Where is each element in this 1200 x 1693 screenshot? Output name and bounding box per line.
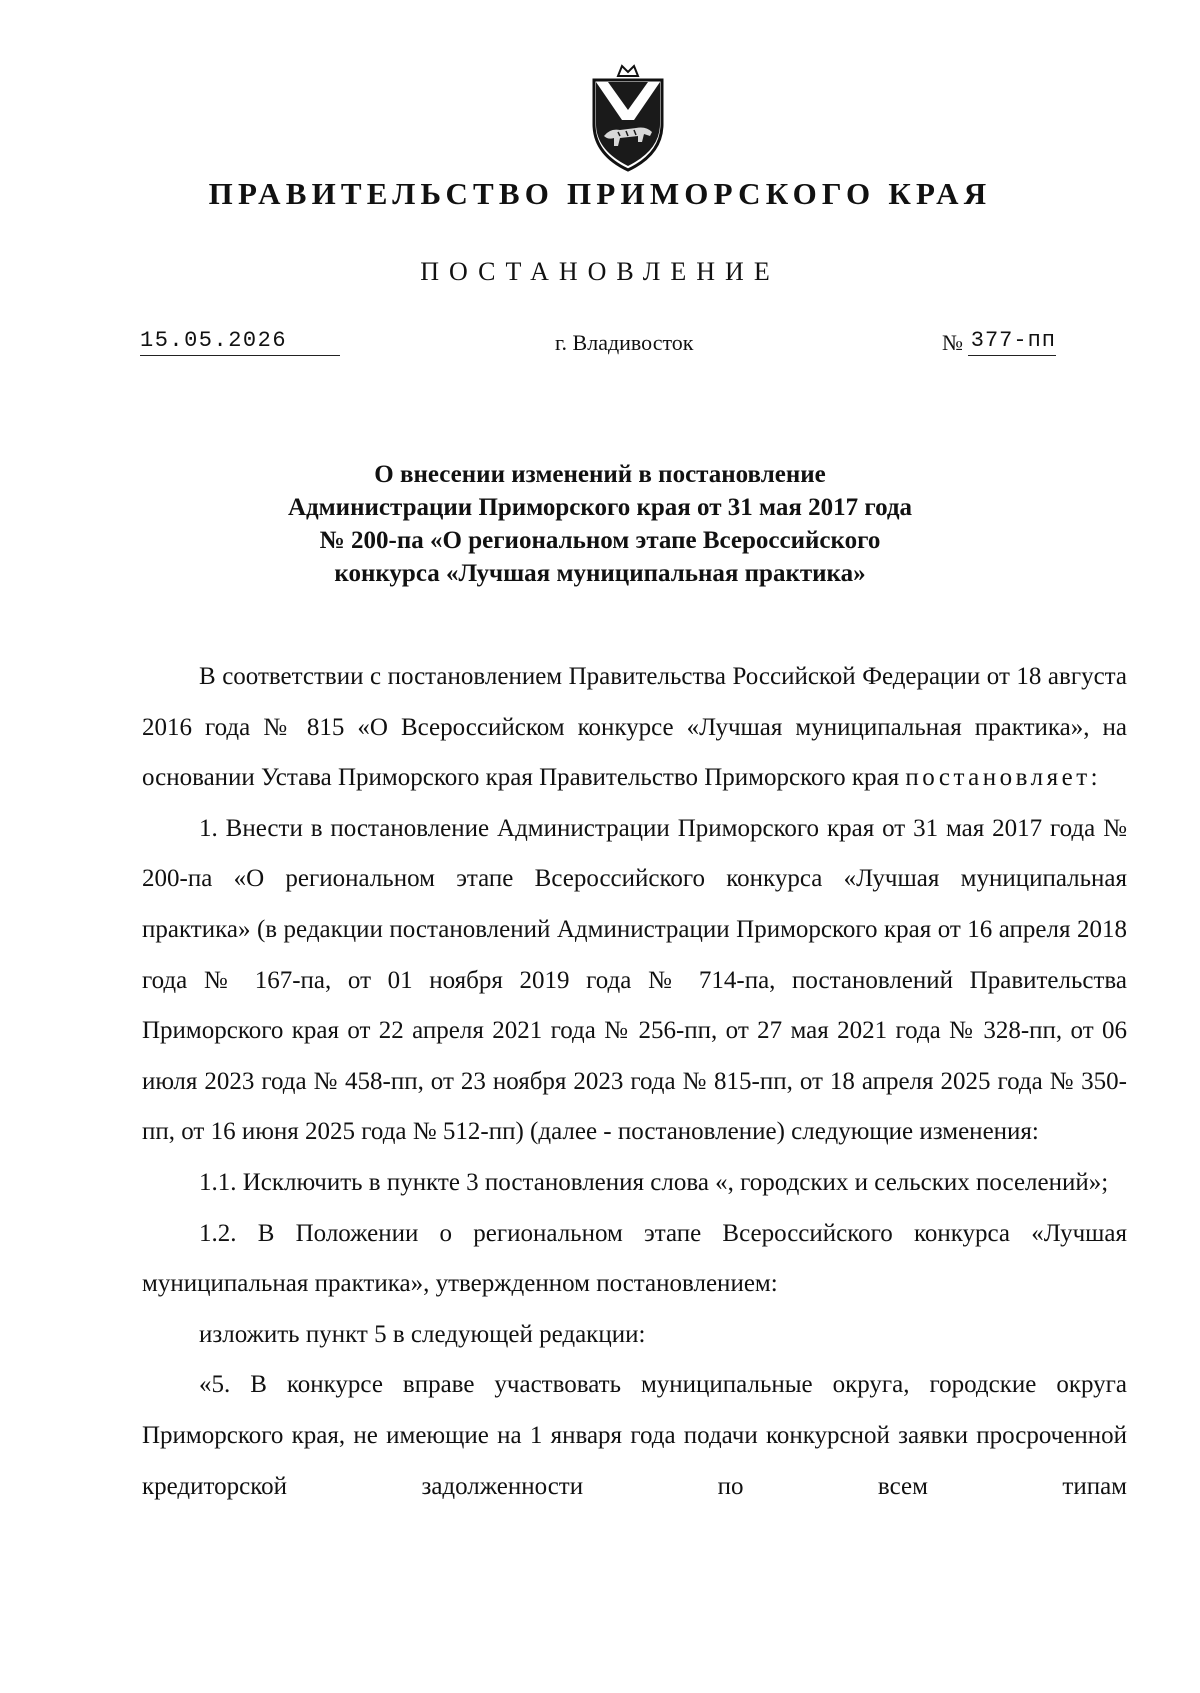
body-paragraph-item-5-intro: изложить пункт 5 в следующей редакции: bbox=[199, 1320, 646, 1348]
coat-of-arms-icon bbox=[588, 62, 668, 174]
body-paragraph-1-2: 1.2. В Положении о региональном этапе Всероссийского конкурса «Лучшая муниципальная практика», утвержденном постановлением: bbox=[142, 1219, 1127, 1298]
body-paragraph-1: 1. Внести в постановление Администрации Приморского края от 31 мая 2017 года № 200-па «О региональном этапе Всероссийского конкурса «Лучшая муниципальная практика» (в редакции постановлений Администрации Приморского края от 16 апреля 2018 года № 167-па, от 01 ноября 2019 года № 714-па, постановлений Правительства Приморского края от 22 апреля 2021 года № 256-пп, от 27 мая 2021 года № 328-пп, от 06 июля 2023 года № 458-пп, от 23 ноября 2023 года № 815-пп, от 18 апреля 2025 года № 350-пп, от 16 июня 2025 года № 512-пп) (далее - постановление) следующие изменения: bbox=[142, 814, 1127, 1146]
document-meta bbox=[0, 328, 1200, 368]
body-paragraph-preamble bbox=[142, 652, 1127, 804]
document-number: 377-пп bbox=[968, 328, 1056, 356]
government-title: ПРАВИТЕЛЬСТВО ПРИМОРСКОГО КРАЯ bbox=[208, 176, 992, 211]
document-body bbox=[142, 652, 1127, 1512]
body-paragraph-item-5: «5. В конкурсе вправе участвовать муниципальные округа, городские округа Приморского края, не имеющие на 1 января года подачи конкурсной заявки просроченной кредиторской задолженности по всем типам bbox=[142, 1371, 1127, 1500]
preamble-text: В соответствии с постановлением Правительства Российской Федерации от 18 августа 2016 года № 815 «О Всероссийском конкурсе «Лучшая муниципальная практика», на основании Устава Приморского края Правительство Приморского края bbox=[142, 663, 1127, 792]
document-city: г. Владивосток bbox=[555, 330, 694, 355]
body-paragraph-1-1: 1.1. Исключить в пункте 3 постановления слова «, городских и сельских поселений»; bbox=[199, 1168, 1109, 1196]
subject-line-2: Администрации Приморского края от 31 мая 2017 года bbox=[287, 494, 913, 521]
document-subject bbox=[0, 458, 1200, 590]
subject-line-3: № 200-па «О региональном этапе Всероссийского bbox=[319, 527, 881, 554]
subject-line-1: О внесении изменений в постановление bbox=[374, 461, 826, 488]
subject-line-4: конкурса «Лучшая муниципальная практика» bbox=[334, 560, 866, 587]
document-type: ПОСТАНОВЛЕНИЕ bbox=[420, 257, 780, 286]
document-date: 15.05.2026 bbox=[140, 328, 340, 356]
document-number-label: № bbox=[942, 330, 963, 355]
decree-word: постановляет: bbox=[905, 764, 1102, 792]
